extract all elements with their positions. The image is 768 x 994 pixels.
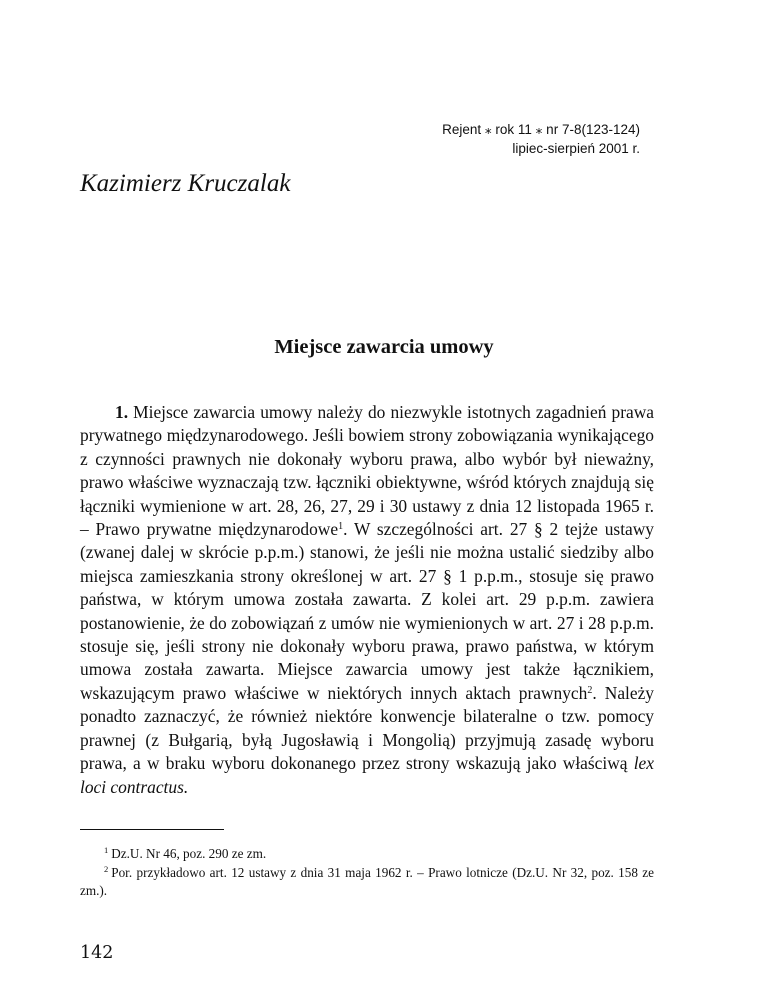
footnote-ref-2[interactable]: 2: [587, 684, 593, 696]
footnote-mark: 2: [104, 863, 109, 874]
article-title: Miejsce zawarcia umowy: [274, 336, 494, 358]
article-body: [80, 401, 654, 799]
journal-issue-line: Rejent ⁎ rok 11 ⁎ nr 7-8(123-124): [442, 122, 640, 137]
paragraph-text-a: Miejsce zawarcia umowy należy do niezwykle istotnych zagadnień prawa prywatnego międzynarodowego. Jeśli bowiem strony zobowiązania wynikającego z czynności prawnych nie dokonały wyboru prawa, albo wybór był nieważny, prawo właściwe wyznaczają tzw. łączniki obiektywne, wśród których znajdują się łączniki wymienione w art. 28, 26, 27, 29 i 30 ustawy z dnia 12 listopada 1965 r. – Prawo prywatne międzynarodowe: [80, 402, 654, 540]
footnote-divider: [80, 829, 224, 830]
footnote-ref-1[interactable]: 1: [338, 521, 344, 533]
page-number: 142: [80, 943, 114, 963]
footnote-1: [80, 845, 654, 864]
section-number: 1.: [115, 402, 129, 422]
author-name: Kazimierz Kruczalak: [80, 170, 291, 197]
paragraph-text-c: . Należy ponadto zaznaczyć, że również niektóre konwencje bilateralne o tzw. pomocy prawnej (z Bułgarią, byłą Jugosławią i Mongolią) przyjmują zasadę wyboru prawa, a w braku wyboru dokonanego przez strony wskazują jako właściwą: [80, 682, 654, 774]
paragraph-text-b: . W szczególności art. 27 § 2 tejże ustawy (zwanej dalej w skrócie p.p.m.) stanowi, że jeśli nie można ustalić siedziby albo miejsca zamieszkania strony określonej w art. 27 § 1 p.p.m., stosuje się prawo państwa, w którym umowa została zawarta. Z kolei art. 29 p.p.m. zawiera postanowienie, że do zobowiązań z umów nie wymienionych w art. 27 i 28 p.p.m. stosuje się, jeśli strony nie dokonały wyboru prawa, prawo państwa, w którym umowa została zawarta. Miejsce zawarcia umowy jest także łącznikiem, wskazującym prawo właściwe w niektórych innych aktach prawnych: [80, 519, 655, 703]
footnote-mark: 1: [104, 845, 109, 855]
journal-header: [442, 120, 640, 158]
latin-phrase: lex loci contractus.: [80, 753, 654, 797]
journal-date-line: lipiec-sierpień 2001 r.: [512, 141, 640, 156]
footnote-2: [80, 864, 654, 901]
footnote-text: Por. przykładowo art. 12 ustawy z dnia 31 maja 1962 r. – Prawo lotnicze (Dz.U. Nr 32, poz. 158 ze zm.).: [80, 864, 654, 898]
paragraph-1: [80, 401, 654, 799]
footnote-text: Dz.U. Nr 46, poz. 290 ze zm.: [111, 846, 267, 861]
footnotes: [80, 845, 654, 901]
